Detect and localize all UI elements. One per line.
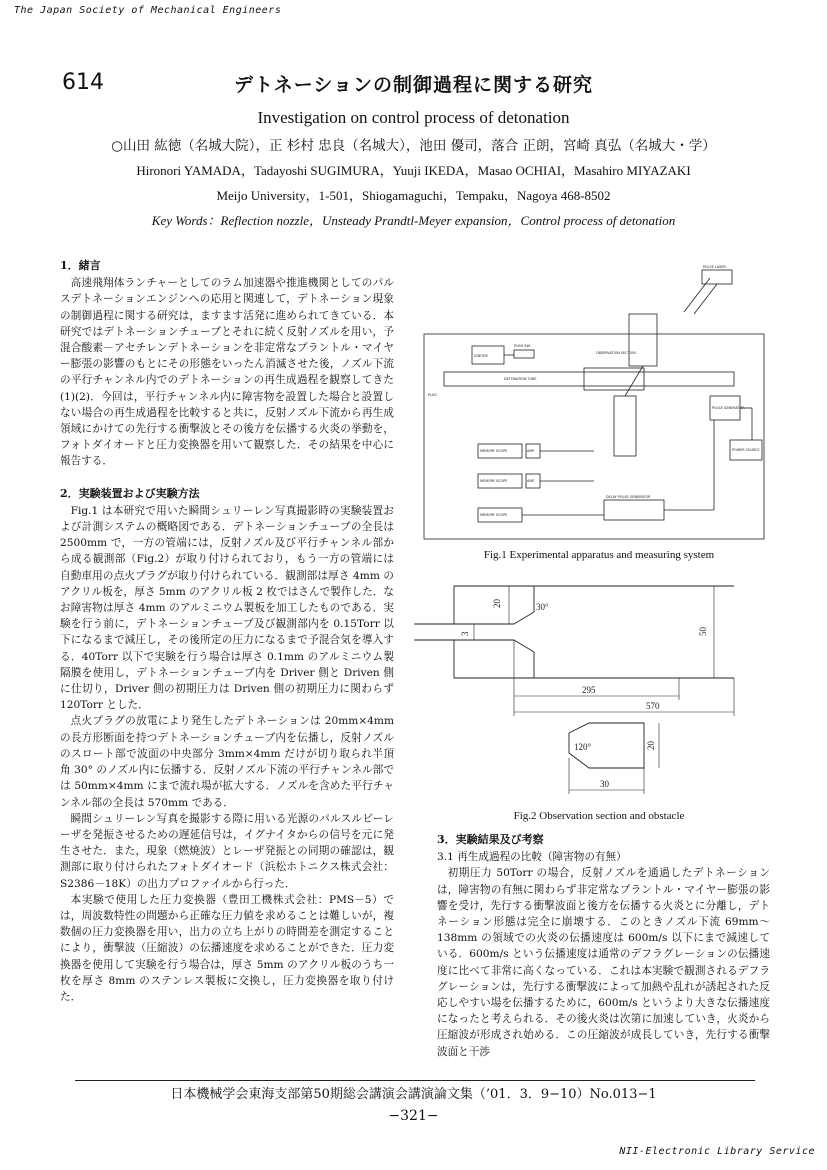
figure-1-diagram xyxy=(414,264,784,546)
figure-1-caption: Fig.1 Experimental apparatus and measuring system xyxy=(483,549,715,561)
figure-2 xyxy=(414,578,784,808)
label-observation-section: OBSERVATION SECTION xyxy=(596,351,636,355)
section-3-paragraph: 初期圧力 50Torr の場合，反射ノズルを通過したデトネーションは，障害物の有無に関わらず非定常なプラントル・マイヤー膨張の影響を受け，先行する衝撃波面と後方を伝播する火炎とに分離し，デトネーション形態は完全に崩壊する．このときノズル下流 69mm～138mm の領域での火炎の伝播速度は 600m/s 以下にまで減速している．600m/s という伝播速度は通常のデフラグレーションの伝播速度に比べて非常に高くなっている．これは本実験で観測されるデフラグレーションは，先行する衝撃波によって加熱や乱れが誘起された反応しやすい場を伝播するために，600m/s というより大きな伝播速度になったと考えられる．その後火炎は次第に加速していき，火炎から圧縮波が形成され始める．この圧縮波が成長していき，先行する衝撃波面と干渉 xyxy=(437,867,770,1058)
society-header: The Japan Society of Mechanical Engineers xyxy=(14,5,282,16)
label-push-sw: PUSH SW. xyxy=(514,344,531,348)
affiliation: Meijo University，1-501，Shiogamaguchi，Tempaku，Nagoya 468-8502 xyxy=(216,188,611,203)
section-3-1-heading: 3.1 再生成過程の比較（障害物の有無） xyxy=(437,851,627,864)
section-1-paragraph: 高速飛翔体ランチャーとしてのラム加速器や推進機関としてのパルスデトネーションエンジンへの応用と関連して，デトネーション現象の制御過程に関する研究は，ますます活発に進められてきている．本研究ではデトネーションチューブとそれに続く反射ノズルを用い，予混合酸素－アセチレンデトネーションを非定常なプラントル・マイヤー膨張の影響のもとにその形態をいったん消滅させた後，ノズル下流の平行チャンネル内でのデトネーションの再生成過程を観察してきた(1)(2)．今回は，平行チャンネル内に障害物を設置した場合と設置しない場合の再生成過程を比較すると共に，反射ノズル下流から再生成領域にかけての先行する衝撃波とその後方を伝播する火炎の挙動を，フォトダイオードと圧力変換器を用いて観察した．その結果を中心に報告する． xyxy=(60,277,394,468)
paper-title-jp: デトネーションの制御過程に関する研究 xyxy=(233,74,594,96)
label-memory-scope-1: MEMORY SCOPE xyxy=(480,449,508,453)
section-2-paragraph-4: 本実験で使用した圧力変換器（豊田工機株式会社：PMS－5）では，周波数特性の問題から正確な圧力値を求めることは難しいが，複数個の圧力変換器を用い，出力の立ち上がりの時間差を測定することにより，衝撃波（圧縮波）の伝播速度を求めることができた．圧力変換器を使用して実験を行う場合は，厚さ 5mm のアクリル板のうち一枚を厚さ 8mm のステンレス製板に交換し，圧力変換器を取り付けた． xyxy=(60,893,394,1003)
section-2-paragraph-1: Fig.1 は本研究で用いた瞬間シュリーレン写真撮影時の実験装置および計測システムの概略図である．デトネーションチューブの全長は 2500mm で，一方の管端には，反射ノズル及び平行チャンネル部から成る観測部（Fig.2）が取り付けられており，もう一方の管端には自動車用の点火プラグが取り付けられている．観測部は厚さ 4mm のアクリル板を，厚さ 5mm のアクリル板 2 枚ではさんで製作した．なお障害物は厚さ 4mm のアルミニウム製板を加工したものである．実験を行う前に，デトネーションチューブ及び観測部内を 0.15Torr 以下になるまで減圧し，その後所定の圧力になるまで予混合気を導入する．40Torr 以下で実験を行う場合は厚さ 0.1mm のアルミニウム製隔膜を使用し，デトネーションチューブ内を Driver 側と Driven 側に仕切り，Driver 側の初期圧力は Driven 側の初期圧力に関わらず 120Torr とした． xyxy=(60,504,394,712)
label-detonation-tube: DETONATION TUBE xyxy=(504,377,537,381)
label-plug: PLUG xyxy=(428,393,437,397)
label-amp-2: AMP. xyxy=(527,479,535,483)
paper-number: 614 xyxy=(62,70,104,95)
push-switch-box xyxy=(514,350,534,358)
dim-20: 20 xyxy=(492,599,502,608)
dim-570: 570 xyxy=(646,701,660,711)
figure-1 xyxy=(414,264,784,546)
section-1-heading: 1．緒言 xyxy=(60,259,101,272)
keywords: Key Words：Reflection nozzle，Unsteady Prandtl-Meyer expansion，Control process of detonation xyxy=(151,213,676,228)
label-memory-scope-2: MEMORY SCOPE xyxy=(480,479,508,483)
schlieren-mirror-lower xyxy=(614,396,636,456)
dim-20-obstacle: 20 xyxy=(646,741,656,750)
authors-jp: ○山田 紘徳（名城大院），正 杉村 忠良（名城大），池田 優司，落合 正朗，宮崎 真弘（名城大・学） xyxy=(111,138,716,154)
label-amp-1: AMP. xyxy=(527,449,535,453)
section-2-paragraph-3: 瞬間シュリーレン写真を撮影する際に用いる光源のパルスルビーレーザを発振させるための遅延信号は，イグナイタからの信号を元に発生させた．また，現象（燃焼波）とレーザ発振との同期の確認は，観測部に取り付けられたフォトダイオード（浜松ホトニクス株式会社：S2386－18K）の出力プロファイルから行った． xyxy=(60,812,394,890)
footer-rule xyxy=(75,1080,755,1081)
detonation-tube xyxy=(444,372,734,386)
dim-30: 30 xyxy=(600,779,609,789)
delay-pulse-generator-box xyxy=(604,500,664,520)
label-pulse-generator: PULSE GENERATOR xyxy=(712,406,745,410)
section-2-paragraph-2: 点火プラグの放電により発生したデトネーションは 20mm×4mm の長方形断面を持つデトネーションチューブ内を伝播し，反射ノズルのスロート部で波面の中央部分 3mm×4mm だけが切り取られ半頂角 30° のノズル内に伝播する．反射ノズル下流の平行チャンネル部では 50mm×4mm にまで流れ場が拡大する．ノズルを含めた平行チャンネル部の全長は 570mm である． xyxy=(60,715,394,809)
label-delay-pulse-generator: DELAY PULSE GENERATOR xyxy=(606,495,651,499)
dim-50: 50 xyxy=(698,627,708,636)
authors-en: Hironori YAMADA，Tadayoshi SUGIMURA，Yuuji IKEDA，Masao OCHIAI，Masahiro MIYAZAKI xyxy=(136,163,691,178)
right-column xyxy=(437,832,770,1060)
figure-2-caption: Fig.2 Observation section and obstacle xyxy=(513,810,685,822)
proceedings-footer: 日本機械学会東海支部第50期総会講演会講演論文集（’01．3．9−10）No.013−1 xyxy=(170,1087,657,1102)
label-pulse-laser: PULSE LASER xyxy=(703,265,726,269)
dim-3: 3 xyxy=(460,631,470,636)
label-memory-scope-3: MEMORY SCOPE xyxy=(480,513,508,517)
dim-30deg: 30° xyxy=(536,602,549,612)
schlieren-mirror-upper xyxy=(629,314,657,366)
label-igniter: IGNITER xyxy=(474,354,488,358)
dim-295: 295 xyxy=(582,685,596,695)
pulse-laser-box xyxy=(702,270,732,284)
wiring-frame xyxy=(424,334,764,539)
left-column xyxy=(60,258,394,1005)
figure-2-diagram xyxy=(414,578,784,808)
nii-service-label: NII-Electronic Library Service xyxy=(619,1146,815,1157)
section-3-heading: 3．実験結果及び考察 xyxy=(437,833,544,846)
paper-title-en: Investigation on control process of detonation xyxy=(257,108,570,127)
page-number: −321− xyxy=(388,1108,439,1124)
label-power-source: POWER SOURCE xyxy=(732,448,760,452)
dim-120deg: 120° xyxy=(574,742,592,752)
section-2-heading: 2．実験装置および実験方法 xyxy=(60,486,200,500)
